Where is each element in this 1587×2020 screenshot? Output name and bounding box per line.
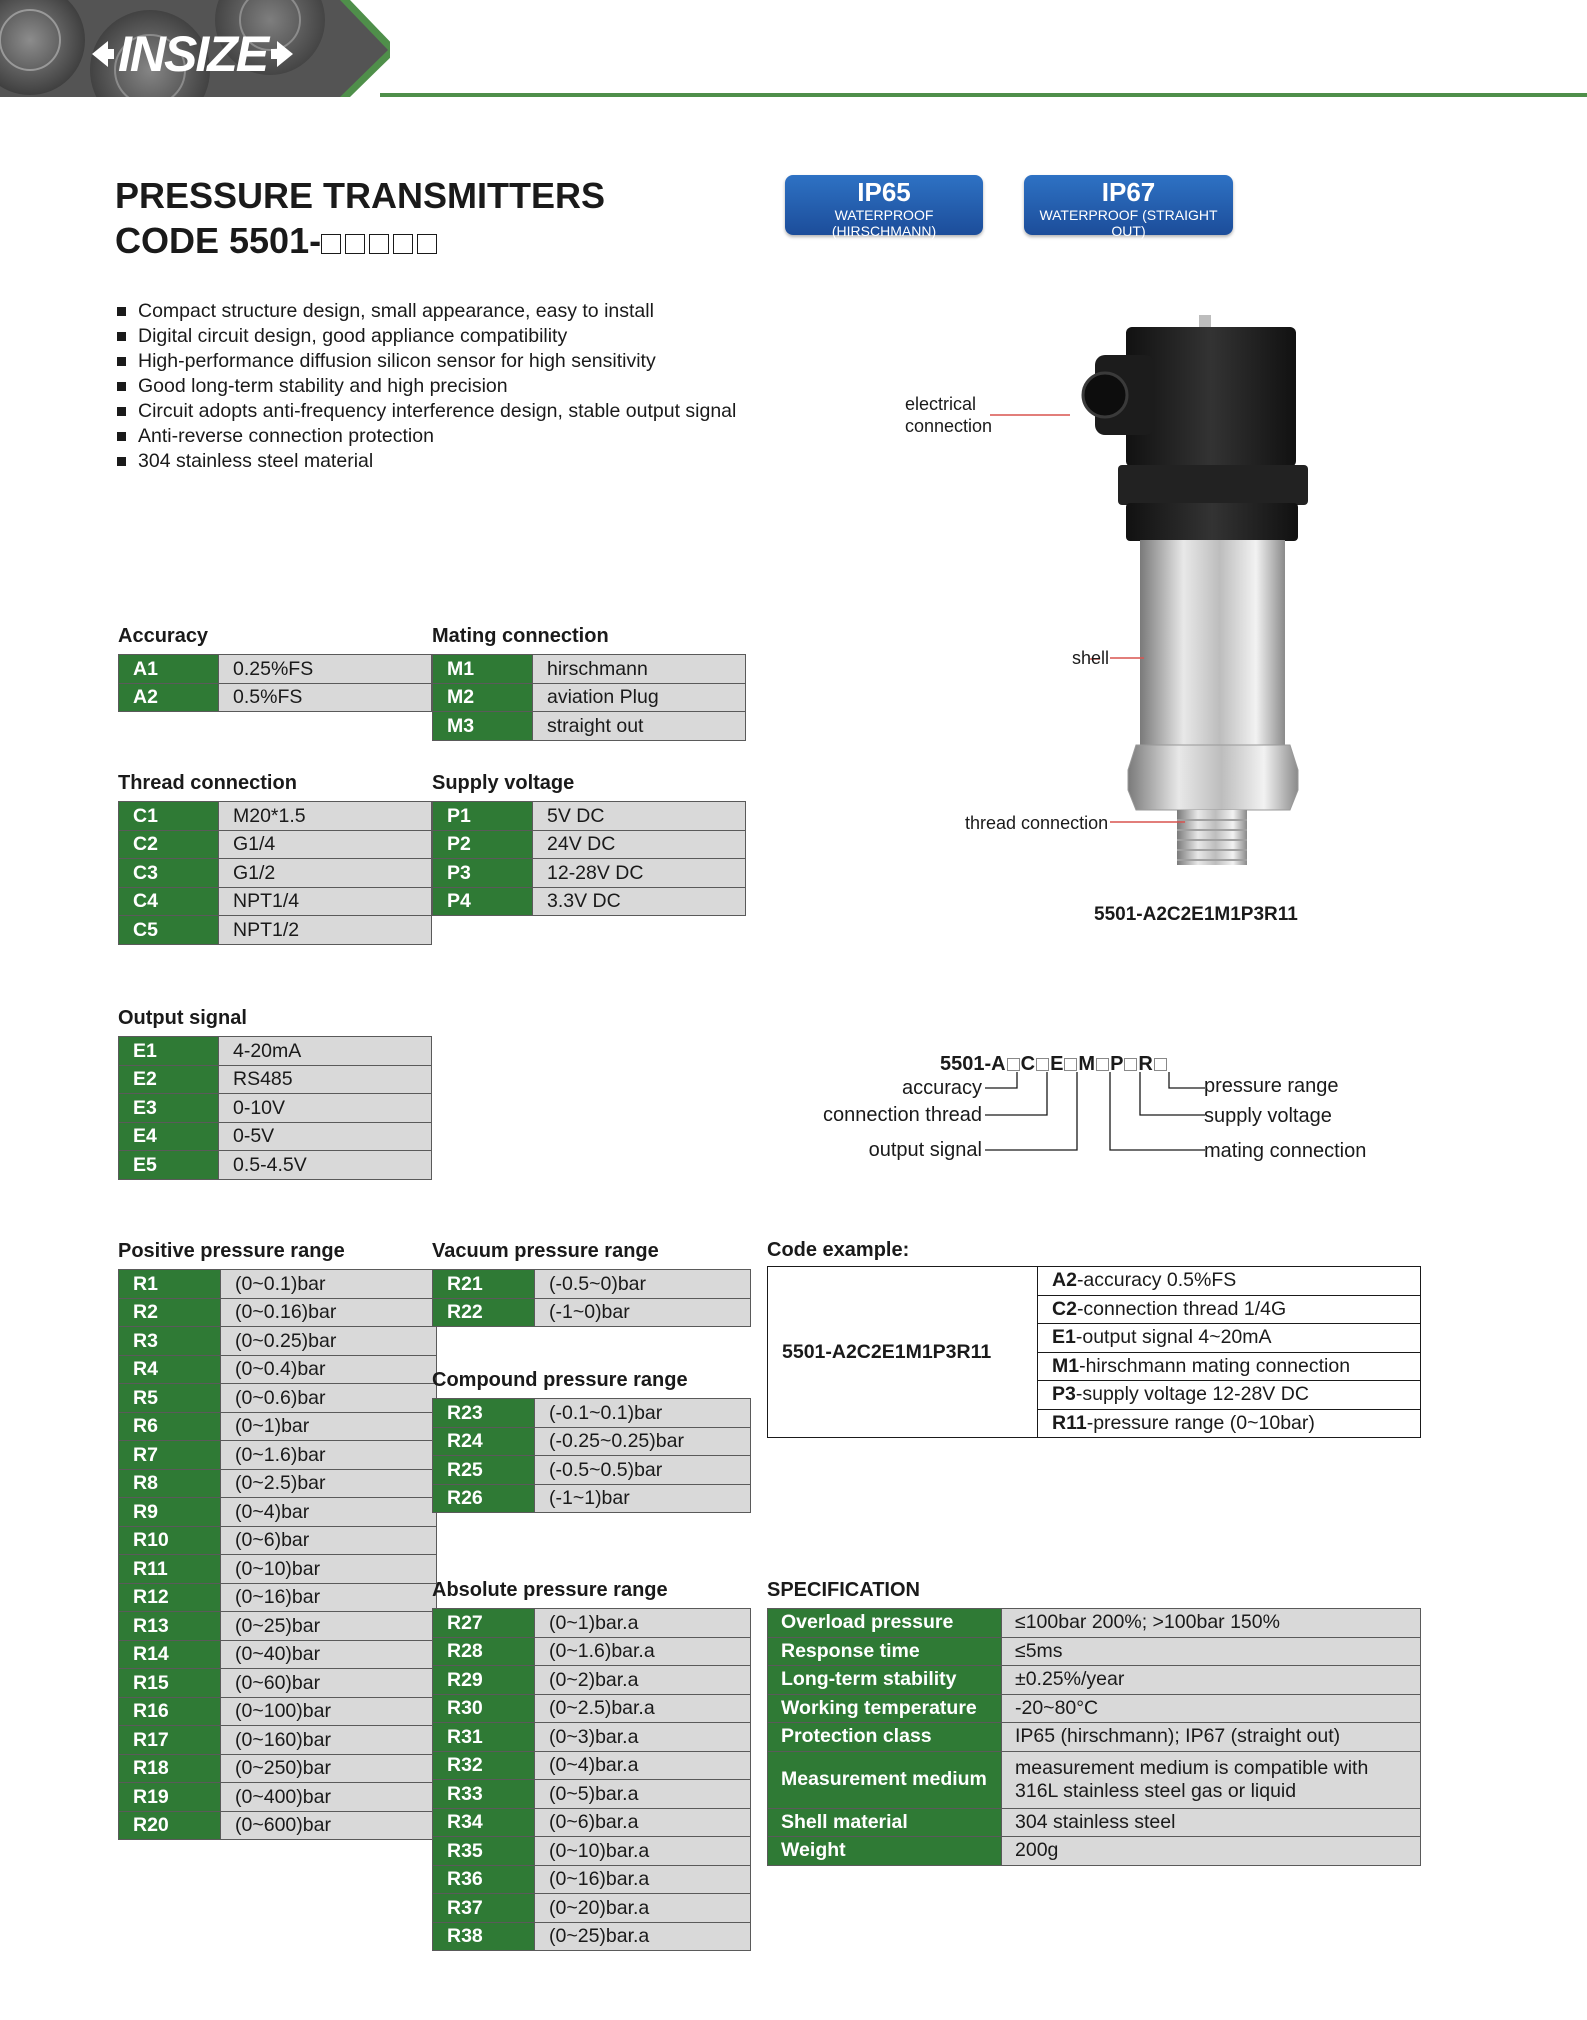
- option-value: (0~0.16)bar: [221, 1298, 437, 1327]
- option-value: hirschmann: [533, 655, 746, 684]
- option-code: R25: [433, 1456, 535, 1485]
- example-desc: -hirschmann mating connection: [1079, 1354, 1351, 1377]
- feature-item: [117, 324, 837, 349]
- option-code: R10: [119, 1526, 221, 1555]
- supply-heading: Supply voltage: [432, 772, 575, 794]
- option-code: E4: [119, 1122, 219, 1151]
- positive-heading: Positive pressure range: [118, 1240, 345, 1262]
- option-value: (0~1)bar.a: [535, 1609, 751, 1638]
- option-value: (-0.5~0.5)bar: [535, 1456, 751, 1485]
- option-value: straight out: [533, 712, 746, 741]
- insize-logo: [92, 28, 293, 80]
- option-value: (0~10)bar.a: [535, 1837, 751, 1866]
- spec-key: Measurement medium: [768, 1751, 1002, 1808]
- code-title-text: CODE 5501-: [115, 220, 322, 261]
- option-value: (0~6)bar.a: [535, 1808, 751, 1837]
- table-row: [119, 887, 432, 916]
- output-heading: Output signal: [118, 1007, 247, 1029]
- option-value: 5V DC: [533, 802, 746, 831]
- badge-rating: IP65: [857, 177, 911, 207]
- arrow-left-icon: [92, 39, 114, 69]
- spec-value: IP65 (hirschmann); IP67 (straight out): [1002, 1723, 1421, 1752]
- option-code: R3: [119, 1327, 221, 1356]
- thread-connection-label: thread connection: [965, 813, 1109, 833]
- table-row: [768, 1637, 1421, 1666]
- bullet-icon: [117, 307, 126, 316]
- table-row: [119, 1754, 437, 1783]
- option-code: R37: [433, 1894, 535, 1923]
- option-code: P2: [433, 830, 533, 859]
- code-example-heading: Code example:: [767, 1239, 910, 1261]
- option-code: E5: [119, 1151, 219, 1180]
- option-code: R31: [433, 1723, 535, 1752]
- badge-caption: WATERPROOF (STRAIGHT OUT): [1039, 207, 1218, 239]
- table-row: [433, 1456, 751, 1485]
- option-code: R32: [433, 1751, 535, 1780]
- table-row: [119, 1555, 437, 1584]
- feature-text: 304 stainless steel material: [138, 450, 374, 472]
- supply-voltage-label: supply voltage: [1204, 1105, 1332, 1127]
- connection-label: connection: [905, 416, 993, 436]
- option-value: (0~10)bar: [221, 1555, 437, 1584]
- option-code: C3: [119, 859, 219, 888]
- option-code: R22: [433, 1298, 535, 1327]
- table-row: [433, 1865, 751, 1894]
- option-value: 0-10V: [219, 1094, 432, 1123]
- table-row: [119, 1669, 437, 1698]
- table-row: [119, 1498, 437, 1527]
- table-row: [433, 1894, 751, 1923]
- table-row: [119, 1583, 437, 1612]
- table-row: [119, 1151, 432, 1180]
- option-value: (-1~0)bar: [535, 1298, 751, 1327]
- option-code: P3: [433, 859, 533, 888]
- option-code: R30: [433, 1694, 535, 1723]
- option-value: 12-28V DC: [533, 859, 746, 888]
- table-row: [433, 1751, 751, 1780]
- example-cell: [1038, 1381, 1421, 1410]
- table-row: [433, 1427, 751, 1456]
- option-value: G1/2: [219, 859, 432, 888]
- mating-heading: Mating connection: [432, 625, 609, 647]
- table-row: [768, 1808, 1421, 1837]
- spec-key: Shell material: [768, 1808, 1002, 1837]
- option-value: (0~4)bar: [221, 1498, 437, 1527]
- example-code: 5501-A2C2E1M1P3R11: [768, 1267, 1038, 1438]
- connection-thread-label: connection thread: [822, 1104, 982, 1126]
- option-code: M1: [433, 655, 533, 684]
- code-title: [115, 220, 441, 262]
- spec-value: 304 stainless steel: [1002, 1808, 1421, 1837]
- option-value: (0~0.4)bar: [221, 1355, 437, 1384]
- table-row: [433, 1922, 751, 1951]
- accuracy-label: accuracy: [901, 1077, 982, 1099]
- option-value: (0~40)bar: [221, 1640, 437, 1669]
- option-value: 24V DC: [533, 830, 746, 859]
- mating-table: [432, 654, 746, 741]
- example-desc: -supply voltage 12-28V DC: [1075, 1383, 1309, 1406]
- table-row: [119, 1697, 437, 1726]
- option-code: R21: [433, 1270, 535, 1299]
- spec-value: ±0.25%/year: [1002, 1666, 1421, 1695]
- option-value: NPT1/2: [219, 916, 432, 945]
- table-row: [119, 1412, 437, 1441]
- ip65-badge: [785, 175, 983, 239]
- option-code: R18: [119, 1754, 221, 1783]
- option-value: (0~1.6)bar: [221, 1441, 437, 1470]
- option-code: R4: [119, 1355, 221, 1384]
- vacuum-table: [432, 1269, 751, 1327]
- table-row: [119, 1094, 432, 1123]
- spec-key: Long-term stability: [768, 1666, 1002, 1695]
- table-row: [119, 1640, 437, 1669]
- table-row: [119, 655, 432, 684]
- code-slot-box: [369, 234, 389, 254]
- example-key: C2: [1052, 1297, 1077, 1320]
- code-slot-box: [321, 234, 341, 254]
- table-row: [119, 1612, 437, 1641]
- code-prefix: 5501-A: [940, 1053, 1006, 1075]
- logo-text: INSIZE: [118, 26, 268, 82]
- option-code: R5: [119, 1384, 221, 1413]
- table-row: [433, 1609, 751, 1638]
- feature-item: [117, 424, 837, 449]
- table-row: [433, 1837, 751, 1866]
- example-cell: [1038, 1324, 1421, 1353]
- shell-callout-line: [1110, 655, 1150, 665]
- option-value: (0~0.6)bar: [221, 1384, 437, 1413]
- option-code: R2: [119, 1298, 221, 1327]
- option-value: (0~1)bar: [221, 1412, 437, 1441]
- option-value: 0.25%FS: [219, 655, 432, 684]
- option-code: R20: [119, 1811, 221, 1840]
- option-code: M2: [433, 683, 533, 712]
- code-slot-box: [393, 234, 413, 254]
- table-row: [433, 683, 746, 712]
- code-example-table: [767, 1266, 1421, 1438]
- code-letter: E: [1050, 1053, 1064, 1075]
- option-code: P4: [433, 887, 533, 916]
- spec-key: Protection class: [768, 1723, 1002, 1752]
- vacuum-heading: Vacuum pressure range: [432, 1240, 659, 1262]
- table-row: [119, 1526, 437, 1555]
- option-code: R12: [119, 1583, 221, 1612]
- table-row: [119, 1270, 437, 1299]
- option-code: E2: [119, 1065, 219, 1094]
- option-code: R11: [119, 1555, 221, 1584]
- option-value: (0~400)bar: [221, 1783, 437, 1812]
- table-row: [768, 1609, 1421, 1638]
- table-row: [768, 1837, 1421, 1866]
- compound-heading: Compound pressure range: [432, 1369, 688, 1391]
- table-row: [768, 1751, 1421, 1808]
- table-row: [433, 1780, 751, 1809]
- option-code: C1: [119, 802, 219, 831]
- table-row: [119, 1298, 437, 1327]
- option-value: (0~2.5)bar: [221, 1469, 437, 1498]
- option-value: M20*1.5: [219, 802, 432, 831]
- option-code: R23: [433, 1399, 535, 1428]
- option-value: (0~2.5)bar.a: [535, 1694, 751, 1723]
- option-code: E1: [119, 1037, 219, 1066]
- thread-table: [118, 801, 432, 945]
- model-number: 5501-A2C2E1M1P3R11: [1094, 904, 1298, 925]
- absolute-table: [432, 1608, 751, 1951]
- option-code: R27: [433, 1609, 535, 1638]
- example-desc: -connection thread 1/4G: [1076, 1297, 1287, 1320]
- spec-key: Weight: [768, 1837, 1002, 1866]
- option-value: (0~600)bar: [221, 1811, 437, 1840]
- option-value: (0~250)bar: [221, 1754, 437, 1783]
- option-code: R28: [433, 1637, 535, 1666]
- code-slot-box: [417, 234, 437, 254]
- feature-text: Good long-term stability and high precision: [138, 375, 508, 397]
- option-code: R24: [433, 1427, 535, 1456]
- table-row: [119, 1384, 437, 1413]
- arrow-right-icon: [271, 39, 293, 69]
- table-row: [119, 1469, 437, 1498]
- table-row: [119, 1783, 437, 1812]
- option-value: (-0.1~0.1)bar: [535, 1399, 751, 1428]
- table-row: [768, 1694, 1421, 1723]
- option-value: (0~60)bar: [221, 1669, 437, 1698]
- option-code: M3: [433, 712, 533, 741]
- code-letter: P: [1110, 1053, 1124, 1075]
- specification-heading: SPECIFICATION: [767, 1579, 920, 1601]
- callout-lines: [990, 400, 1100, 840]
- example-key: R11: [1052, 1411, 1087, 1434]
- spec-value: ≤5ms: [1002, 1637, 1421, 1666]
- thread-callout-line: [1110, 818, 1190, 828]
- feature-item: [117, 374, 837, 399]
- table-row: [433, 1484, 751, 1513]
- option-value: (-0.25~0.25)bar: [535, 1427, 751, 1456]
- option-code: R19: [119, 1783, 221, 1812]
- example-desc: -accuracy 0.5%FS: [1076, 1269, 1237, 1292]
- option-value: (0~5)bar.a: [535, 1780, 751, 1809]
- supply-table: [432, 801, 746, 916]
- option-code: R14: [119, 1640, 221, 1669]
- option-code: R13: [119, 1612, 221, 1641]
- option-code: C5: [119, 916, 219, 945]
- badge-rating: IP67: [1101, 177, 1156, 207]
- option-value: (0~16)bar.a: [535, 1865, 751, 1894]
- option-value: 0-5V: [219, 1122, 432, 1151]
- option-code: A1: [119, 655, 219, 684]
- absolute-heading: Absolute pressure range: [432, 1579, 668, 1601]
- option-code: C2: [119, 830, 219, 859]
- feature-text: Compact structure design, small appearance, easy to install: [138, 300, 654, 322]
- accuracy-table: [118, 654, 432, 712]
- code-slot-box: [345, 234, 365, 254]
- table-row: [119, 830, 432, 859]
- example-key: A2: [1052, 1269, 1077, 1292]
- bullet-icon: [117, 382, 126, 391]
- option-value: 4-20mA: [219, 1037, 432, 1066]
- spec-key: Overload pressure: [768, 1609, 1002, 1638]
- option-value: (0~25)bar: [221, 1612, 437, 1641]
- compound-table: [432, 1398, 751, 1513]
- table-row: [768, 1666, 1421, 1695]
- spec-value: ≤100bar 200%; >100bar 150%: [1002, 1609, 1421, 1638]
- option-code: R1: [119, 1270, 221, 1299]
- option-code: P1: [433, 802, 533, 831]
- table-row: [768, 1267, 1421, 1296]
- example-key: M1: [1052, 1354, 1080, 1377]
- option-code: R35: [433, 1837, 535, 1866]
- option-code: R17: [119, 1726, 221, 1755]
- table-row: [119, 1065, 432, 1094]
- code-letter: R: [1138, 1053, 1153, 1075]
- option-value: (0~25)bar.a: [535, 1922, 751, 1951]
- table-row: [768, 1723, 1421, 1752]
- option-code: C4: [119, 887, 219, 916]
- mating-connection-label: mating connection: [1204, 1140, 1367, 1162]
- option-code: A2: [119, 683, 219, 712]
- positive-table: [118, 1269, 437, 1840]
- bullet-icon: [117, 357, 126, 366]
- table-row: [433, 1723, 751, 1752]
- feature-text: Anti-reverse connection protection: [138, 425, 434, 447]
- table-row: [433, 712, 746, 741]
- table-row: [119, 1811, 437, 1840]
- option-value: 0.5%FS: [219, 683, 432, 712]
- table-row: [433, 1808, 751, 1837]
- feature-text: High-performance diffusion silicon sensor for high sensitivity: [138, 350, 656, 372]
- option-value: aviation Plug: [533, 683, 746, 712]
- table-row: [119, 1122, 432, 1151]
- option-value: (0~1.6)bar.a: [535, 1637, 751, 1666]
- spec-value: -20~80°C: [1002, 1694, 1421, 1723]
- example-cell: [1038, 1295, 1421, 1324]
- code-diagram-lines: [980, 1070, 1210, 1160]
- option-code: R34: [433, 1808, 535, 1837]
- pressure-range-label: pressure range: [1204, 1075, 1339, 1097]
- spec-value: 200g: [1002, 1837, 1421, 1866]
- table-row: [119, 1441, 437, 1470]
- badge-caption: WATERPROOF (HIRSCHMANN): [831, 207, 937, 239]
- option-value: (-1~1)bar: [535, 1484, 751, 1513]
- spec-key: Response time: [768, 1637, 1002, 1666]
- table-row: [433, 1666, 751, 1695]
- example-desc: -output signal 4~20mA: [1075, 1326, 1272, 1349]
- option-value: (0~0.1)bar: [221, 1270, 437, 1299]
- table-row: [433, 1694, 751, 1723]
- feature-item: [117, 449, 837, 474]
- table-row: [433, 1399, 751, 1428]
- option-value: (0~6)bar: [221, 1526, 437, 1555]
- shell-label: shell: [1072, 648, 1110, 668]
- feature-text: Digital circuit design, good appliance compatibility: [138, 325, 568, 347]
- option-code: R9: [119, 1498, 221, 1527]
- feature-item: [117, 349, 837, 374]
- option-value: (0~0.25)bar: [221, 1327, 437, 1356]
- output-signal-label: output signal: [868, 1139, 982, 1161]
- option-code: R7: [119, 1441, 221, 1470]
- example-key: P3: [1052, 1383, 1076, 1406]
- feature-item: [117, 399, 837, 424]
- bullet-icon: [117, 432, 126, 441]
- feature-item: [117, 299, 837, 324]
- spec-key: Working temperature: [768, 1694, 1002, 1723]
- table-row: [433, 1270, 751, 1299]
- table-row: [433, 830, 746, 859]
- accuracy-heading: Accuracy: [118, 625, 209, 647]
- option-code: R16: [119, 1697, 221, 1726]
- table-row: [119, 859, 432, 888]
- option-value: 0.5-4.5V: [219, 1151, 432, 1180]
- option-code: R33: [433, 1780, 535, 1809]
- table-row: [119, 916, 432, 945]
- option-value: (0~16)bar: [221, 1583, 437, 1612]
- ip67-badge: [1024, 175, 1233, 239]
- option-code: R29: [433, 1666, 535, 1695]
- specification-table: [767, 1608, 1421, 1866]
- option-code: E3: [119, 1094, 219, 1123]
- thread-heading: Thread connection: [118, 772, 297, 794]
- bullet-icon: [117, 407, 126, 416]
- table-row: [119, 802, 432, 831]
- electrical-label: electrical: [905, 394, 977, 414]
- table-row: [433, 887, 746, 916]
- option-code: R6: [119, 1412, 221, 1441]
- page-title: PRESSURE TRANSMITTERS: [115, 175, 606, 216]
- table-row: [433, 1637, 751, 1666]
- option-code: R8: [119, 1469, 221, 1498]
- option-value: 3.3V DC: [533, 887, 746, 916]
- option-value: NPT1/4: [219, 887, 432, 916]
- option-value: (0~2)bar.a: [535, 1666, 751, 1695]
- option-code: R38: [433, 1922, 535, 1951]
- table-row: [119, 1355, 437, 1384]
- table-row: [119, 683, 432, 712]
- table-row: [119, 1037, 432, 1066]
- table-row: [119, 1327, 437, 1356]
- option-value: RS485: [219, 1065, 432, 1094]
- spec-value: measurement medium is compatible with 316L stainless steel gas or liquid: [1002, 1751, 1421, 1808]
- option-value: (0~3)bar.a: [535, 1723, 751, 1752]
- option-value: G1/4: [219, 830, 432, 859]
- header-rule: [380, 93, 1587, 97]
- option-value: (0~100)bar: [221, 1697, 437, 1726]
- option-value: (0~160)bar: [221, 1726, 437, 1755]
- table-row: [433, 802, 746, 831]
- bullet-icon: [117, 332, 126, 341]
- code-letter: C: [1020, 1053, 1036, 1075]
- table-row: [119, 1726, 437, 1755]
- option-value: (0~4)bar.a: [535, 1751, 751, 1780]
- table-row: [433, 1298, 751, 1327]
- feature-text: Circuit adopts anti-frequency interference design, stable output signal: [138, 400, 737, 422]
- example-cell: [1038, 1267, 1421, 1296]
- table-row: [433, 655, 746, 684]
- table-row: [433, 859, 746, 888]
- option-value: (-0.5~0)bar: [535, 1270, 751, 1299]
- option-code: R15: [119, 1669, 221, 1698]
- option-code: R26: [433, 1484, 535, 1513]
- option-code: R36: [433, 1865, 535, 1894]
- output-table: [118, 1036, 432, 1180]
- example-cell: [1038, 1409, 1421, 1438]
- example-key: E1: [1052, 1326, 1076, 1349]
- option-value: (0~20)bar.a: [535, 1894, 751, 1923]
- code-letter: M: [1078, 1053, 1096, 1075]
- bullet-icon: [117, 457, 126, 466]
- example-desc: -pressure range (0~10bar): [1086, 1411, 1315, 1434]
- example-cell: [1038, 1352, 1421, 1381]
- feature-list: [117, 299, 837, 474]
